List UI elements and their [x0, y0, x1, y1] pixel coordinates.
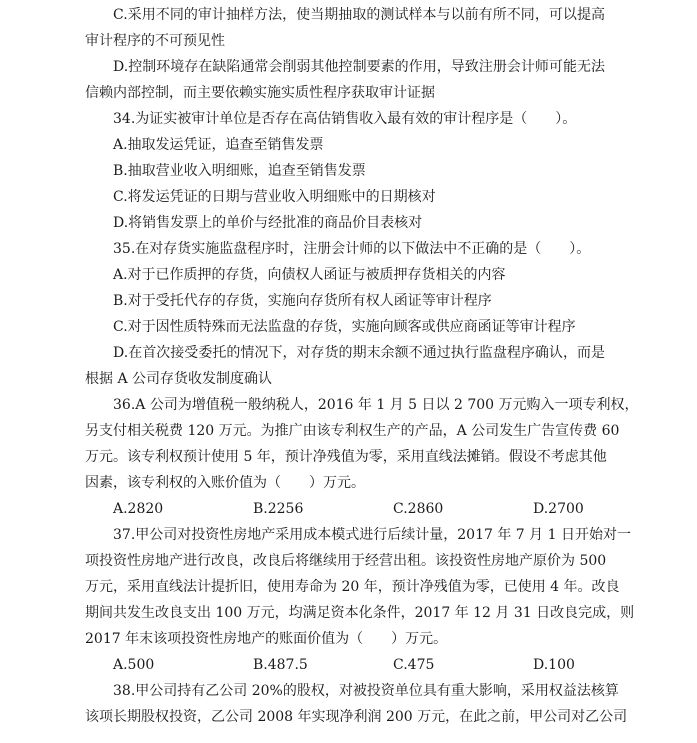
q33-option-d-line2: 信赖内部控制，而主要依赖实施实质性程序获取审计证据 — [85, 85, 435, 101]
q36-stem-line1: 36.A 公司为增值税一般纳税人，2016 年 1 月 5 日以 2 700 万元购入一项专利权， — [113, 397, 639, 413]
q35-option-b: B.对于受托代存的存货，实施向存货所有权人函证等审计程序 — [113, 293, 492, 309]
q37-stem-line2: 项投资性房地产进行改良，改良后将继续用于经营出租。该投资性房地产原价为 500 — [85, 553, 607, 569]
q37-option-a: A.500 — [113, 657, 155, 673]
q36-option-b: B.2256 — [253, 501, 304, 517]
q34-option-a: A.抽取发运凭证，追查至销售发票 — [113, 137, 324, 153]
q37-stem-line4: 期间共发生改良支出 100 万元，均满足资本化条件，2017 年 12 月 31 日改良完成，则 — [85, 605, 635, 621]
q36-option-a: A.2820 — [113, 501, 164, 517]
q36-stem-line3: 万元。该专利权预计使用 5 年，预计净残值为零，采用直线法摊销。假设不考虑其他 — [85, 449, 607, 465]
q37-option-c: C.475 — [393, 657, 435, 673]
q34-option-d: D.将销售发票上的单价与经批准的商品价目表核对 — [113, 215, 423, 231]
q35-option-d-line1: D.在首次接受委托的情况下，对存货的期末余额不通过执行监盘程序确认，而是 — [113, 345, 605, 361]
q35-option-a: A.对于已作质押的存货，向债权人函证与被质押存货相关的内容 — [113, 267, 506, 283]
q34-option-b: B.抽取营业收入明细账，追查至销售发票 — [113, 163, 366, 179]
q36-stem-line4: 因素，该专利权的入账价值为（ ）万元。 — [85, 475, 365, 491]
q36-option-c: C.2860 — [393, 501, 444, 517]
q33-option-c-line1: C.采用不同的审计抽样方法，使当期抽取的测试样本与以前有所不同，可以提高 — [113, 7, 605, 23]
q37-option-d: D.100 — [533, 657, 575, 673]
q36-options — [113, 500, 605, 518]
q36-option-d: D.2700 — [533, 501, 584, 517]
q34-stem: 34.为证实被审计单位是否存在高估销售收入最有效的审计程序是（ ）。 — [113, 111, 577, 127]
q37-options — [113, 656, 605, 674]
q35-stem: 35.在对存货实施监盘程序时，注册会计师的以下做法中不正确的是（ ）。 — [113, 241, 591, 257]
q37-stem-line1: 37.甲公司对投资性房地产采用成本模式进行后续计量，2017 年 7 月 1 日开始对一 — [113, 527, 631, 543]
q35-option-c: C.对于因性质特殊而无法监盘的存货，实施向顾客或供应商函证等审计程序 — [113, 319, 576, 335]
q34-option-c: C.将发运凭证的日期与营业收入明细账中的日期核对 — [113, 189, 436, 205]
q37-option-b: B.487.5 — [253, 657, 308, 673]
q36-stem-line2: 另支付相关税费 120 万元。为推广由该专利权生产的产品，A 公司发生广告宣传费 60 — [85, 423, 620, 439]
q37-stem-line5: 2017 年末该项投资性房地产的账面价值为（ ）万元。 — [85, 631, 448, 647]
q35-option-d-line2: 根据 A 公司存货收发制度确认 — [85, 371, 273, 387]
q38-stem-line1: 38.甲公司持有乙公司 20%的股权，对被投资单位具有重大影响，采用权益法核算 — [113, 683, 619, 699]
q38-stem-line2: 该项长期股权投资，乙公司 2008 年实现净利润 200 万元，在此之前，甲公司对乙公司 — [85, 709, 628, 725]
q37-stem-line3: 万元，采用直线法计提折旧，使用寿命为 20 年，预计净残值为零，已使用 4 年。改良 — [85, 579, 620, 595]
q33-option-d-line1: D.控制环境存在缺陷通常会削弱其他控制要素的作用，导致注册会计师可能无法 — [113, 59, 605, 75]
q33-option-c-line2: 审计程序的不可预见性 — [85, 33, 225, 49]
